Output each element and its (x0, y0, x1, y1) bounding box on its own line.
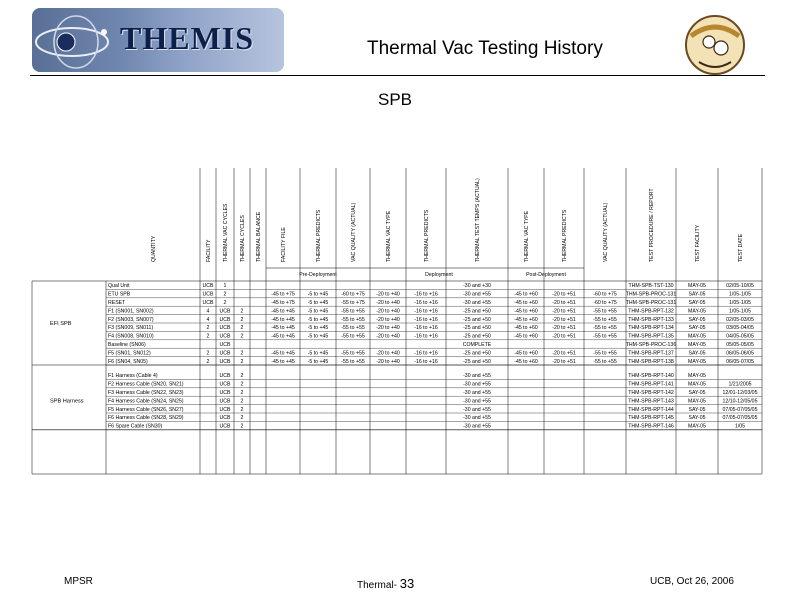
table-cell: -30 and +55 (463, 415, 491, 422)
table-cell: 2 (223, 300, 227, 306)
table-cell: -16 to +16 (414, 316, 438, 323)
table-cell: 12/01-12/03/05 (722, 390, 758, 396)
table-cell: -55 to +55 (593, 350, 617, 357)
table-cell: -5 to +45 (307, 325, 329, 332)
section-label: EFI SPB (50, 321, 72, 327)
table-cell: 2 (206, 358, 210, 365)
table-cell: 2 (223, 291, 227, 298)
table-cell: -30 and +55 (463, 406, 491, 413)
table-cell: MAY-05 (688, 423, 706, 430)
table-cell: -16 to +16 (414, 300, 438, 306)
table-cell: THM-SPB-PROC-136 (625, 342, 677, 348)
table-cell: -30 and +55 (463, 373, 491, 380)
table-cell: SAY-05 (688, 390, 706, 396)
page-title: Thermal Vac Testing History (367, 38, 603, 59)
table-cell: -20 to +40 (376, 308, 400, 315)
logo-text: THEMIS (120, 20, 255, 56)
table-cell: UCB (219, 390, 231, 396)
table-cell: 2 (240, 373, 244, 380)
table-cell: -20 to +51 (552, 350, 576, 357)
table-cell: -55 to +55 (341, 308, 365, 315)
row-label: F4 (SN008, SN010) (108, 333, 154, 340)
table-cell: -45 to +60 (514, 308, 538, 315)
column-header: FACILITY (206, 239, 212, 262)
table-cell: THM-SPB-RPT-145 (628, 415, 674, 422)
table-cell: UCB (202, 300, 214, 306)
table-cell: -45 to +75 (271, 300, 295, 306)
group-header: Post-Deployment (526, 272, 566, 278)
row-label: F1 Harness (Cable 4) (108, 373, 158, 380)
table-cell: -45 to +60 (514, 316, 538, 323)
table-cell: -45 to +45 (271, 308, 295, 315)
table-cell: -5 to +45 (307, 291, 329, 298)
table-cell: 1/05-1/05 (729, 300, 751, 306)
table-cell: 04/05-05/05 (726, 333, 754, 340)
table-cell: UCB (219, 308, 231, 315)
table-cell: -5 to +45 (307, 316, 329, 323)
table-cell: SAY-05 (688, 406, 706, 413)
table-cell: -16 to +16 (414, 291, 438, 298)
table-cell: -60 to +75 (593, 300, 617, 306)
table-cell: -16 to +16 (414, 308, 438, 315)
row-label: F6 (SN04, SN05) (108, 358, 148, 365)
table-cell: SAY-05 (688, 291, 706, 298)
table-cell: -45 to +45 (271, 316, 295, 323)
table-cell: 1/05-1/05 (729, 308, 751, 315)
group-header: Pre-Deployment (299, 272, 337, 278)
table-cell: -55 to +55 (593, 358, 617, 365)
table-cell: 2 (240, 316, 244, 323)
table-cell: UCB (219, 381, 231, 388)
table-cell: -45 to +45 (271, 350, 295, 357)
column-header: THERMAL PREDICTS (316, 209, 322, 262)
table-cell: UCB (219, 342, 231, 348)
table-cell: -20 to +40 (376, 316, 400, 323)
table-cell: UCB (202, 291, 214, 298)
column-header: FACILITY FILE (281, 227, 287, 262)
table-cell: SAY-05 (688, 316, 706, 323)
row-label: F6 Harness Cable (SN28, SN29) (108, 415, 184, 422)
table-cell: -45 to +45 (271, 358, 295, 365)
table-cell: 12/10-12/05/05 (722, 398, 758, 405)
row-label: F5 (SN01, SN012) (108, 350, 151, 357)
table-cell: COMPLETE (462, 342, 492, 348)
row-label: F2 (SN003, SN007) (108, 316, 154, 323)
row-label: ETU SPB (108, 291, 131, 298)
table-cell: -30 and +55 (463, 390, 491, 396)
table-cell: MAY-05 (688, 373, 706, 380)
table-cell: -55 to +55 (341, 358, 365, 365)
table-cell: -20 to +51 (552, 325, 576, 332)
table-cell: 02/05-03/05 (726, 316, 754, 323)
column-header: THERMAL VAC CYCLES (223, 203, 229, 262)
table-cell: -20 to +40 (376, 350, 400, 357)
table-cell: UCB (219, 350, 231, 357)
table-cell: UCB (219, 415, 231, 422)
table-cell: MAY-05 (688, 308, 706, 315)
table-cell: -25 and +50 (463, 308, 491, 315)
table-cell: -30 and +55 (463, 300, 491, 306)
table-cell: -45 to +45 (271, 325, 295, 332)
table-cell: -25 and +50 (463, 325, 491, 332)
table-cell: -55 to +55 (341, 325, 365, 332)
column-header: THERMAL BALANCE (256, 211, 262, 262)
column-header: TEST DATE (738, 233, 744, 262)
table-cell: THM-SPB-RPT-137 (628, 350, 674, 357)
table-cell: -20 to +40 (376, 333, 400, 340)
footer-center (357, 576, 414, 591)
column-header: TEST FACILITY (695, 224, 701, 262)
table-cell: -60 to +75 (341, 291, 365, 298)
table-cell: 2 (240, 398, 244, 405)
table-cell: SAY-05 (688, 415, 706, 422)
table-cell: 2 (240, 406, 244, 413)
table-cell: -45 to +60 (514, 300, 538, 306)
table-cell: -5 to +45 (307, 300, 329, 306)
table-cell: UCB (219, 373, 231, 380)
column-header: QUANTITY (151, 235, 157, 262)
table-cell: -45 to +60 (514, 325, 538, 332)
column-header: THERMAL VAC TYPE (386, 210, 392, 262)
row-label: F3 (SN009, SN011) (108, 325, 154, 332)
table-cell: -45 to +60 (514, 291, 538, 298)
table-cell: -55 to +55 (593, 316, 617, 323)
table-cell: 2 (240, 308, 244, 315)
table-cell: -20 to +40 (376, 325, 400, 332)
table-cell: 2 (240, 415, 244, 422)
table-cell: 07/05-07/05/05 (722, 406, 758, 413)
row-label: F3 Harness Cable (SN22, SN23) (108, 390, 184, 396)
table-cell: MAY-05 (688, 333, 706, 340)
table-cell: 2 (206, 350, 210, 357)
table-cell: UCB (219, 406, 231, 413)
table-cell: -55 to +55 (593, 333, 617, 340)
row-label: F5 Harness Cable (SN26, SN27) (108, 406, 184, 413)
row-label: F6 Spare Cable (SN30) (108, 423, 163, 430)
table-cell: MAY-05 (688, 342, 706, 348)
table-cell: -30 and +55 (463, 291, 491, 298)
table-cell: MAY-05 (688, 381, 706, 388)
row-label: F4 Harness Cable (SN24, SN25) (108, 398, 184, 405)
table-cell: MAY-05 (688, 398, 706, 405)
table-cell: -55 to +55 (341, 333, 365, 340)
table-cell: -20 to +40 (376, 358, 400, 365)
table-cell: THM-SPB-RPT-135 (628, 333, 674, 340)
table-cell: 2 (240, 358, 244, 365)
table-cell: 2 (240, 350, 244, 357)
table-cell: 1/21/2005 (728, 381, 752, 388)
table-cell: 1 (223, 283, 227, 290)
table-cell: -30 and +30 (463, 283, 491, 290)
table-cell: 06/05-07/05 (726, 358, 754, 365)
table-cell: THM-SPB-RPT-132 (628, 308, 674, 315)
table-cell: THM-SPB-RPT-141 (628, 381, 674, 388)
row-label: F2 Harness Cable (SN20, SN21) (108, 381, 184, 388)
table-cell: THM-SPB-RPT-140 (628, 373, 674, 380)
table-cell: -45 to +60 (514, 358, 538, 365)
table-cell: THM-SPB-RPT-138 (628, 358, 674, 365)
row-label: F1 (SN001, SN002) (108, 308, 154, 315)
table-cell: 1/05 (734, 423, 746, 430)
column-header: VAC QUALITY (ACTUAL) (603, 202, 609, 262)
table-cell: -20 to +51 (552, 300, 576, 306)
table-cell: -30 and +55 (463, 398, 491, 405)
table-cell: -5 to +45 (307, 333, 329, 340)
table-cell: -45 to +75 (271, 291, 295, 298)
page-number: 33 (399, 576, 415, 591)
table-cell: MAY-05 (688, 358, 706, 365)
table-cell: 2 (240, 333, 244, 340)
table-cell: -55 to +55 (593, 325, 617, 332)
table-cell: 05/05-05/05 (726, 342, 754, 348)
table-cell: 07/05-07/05/05 (722, 415, 758, 422)
footer-left: MPSR (64, 576, 93, 587)
table-cell: -25 and +50 (463, 358, 491, 365)
table-cell: 2 (206, 333, 210, 340)
table-cell: -30 and +55 (463, 381, 491, 388)
footer-label: Thermal- (357, 580, 398, 591)
table-cell: UCB (219, 423, 231, 430)
table-cell: SAY-05 (688, 350, 706, 357)
table-cell: UCB (219, 333, 231, 340)
table-cell: 4 (206, 316, 210, 323)
table-cell: MAY-05 (688, 283, 706, 290)
table-cell: -25 and +50 (463, 333, 491, 340)
column-header: THERMAL PREDICTS (424, 209, 430, 262)
table-cell: 4 (206, 308, 210, 315)
table-cell: -30 and +55 (463, 423, 491, 430)
table-cell: THM-SPB-RPT-144 (628, 406, 674, 413)
table-cell: UCB (202, 283, 214, 290)
table-cell: -45 to +45 (271, 333, 295, 340)
footer-right: UCB, Oct 26, 2006 (650, 576, 734, 587)
table-cell: -20 to +51 (552, 291, 576, 298)
row-label: Baseline (SN06) (108, 342, 146, 348)
table-cell: THM-SPB-RPT-134 (628, 325, 674, 332)
table-cell: 06/05-06/05 (726, 350, 754, 357)
table-cell: 03/05-04/05 (726, 325, 754, 332)
table-cell: -60 to +75 (593, 291, 617, 298)
table-cell: -16 to +16 (414, 358, 438, 365)
table-cell: THM-SPB-RPT-143 (628, 398, 674, 405)
table-cell: -5 to +45 (307, 358, 329, 365)
table-cell: -16 to +16 (414, 325, 438, 332)
table-cell: UCB (219, 358, 231, 365)
table-cell: 2 (240, 325, 244, 332)
table-cell: -45 to +60 (514, 333, 538, 340)
table-cell: THM-SPB-RPT-146 (628, 423, 674, 430)
table-cell: 2 (240, 381, 244, 388)
table-cell: THM-SPB-RPT-142 (628, 390, 674, 396)
table-cell: UCB (219, 316, 231, 323)
column-header: VAC QUALITY (ACTUAL) (351, 202, 357, 262)
table-cell: THM-SPB-RPT-133 (628, 316, 674, 323)
row-label: RESET (108, 300, 126, 306)
table-cell: 1/05-1/05 (729, 291, 751, 298)
table-cell: -5 to +45 (307, 350, 329, 357)
table-cell: -55 to +75 (341, 300, 365, 306)
table-cell: -25 and +50 (463, 316, 491, 323)
table-cell: -55 to +55 (341, 316, 365, 323)
section-subtitle: SPB (378, 90, 413, 109)
table-cell: UCB (219, 325, 231, 332)
section-label: SPB Harness (50, 398, 84, 405)
table-cell: THM-SPB-PROC-131 (625, 300, 677, 306)
table-cell: -20 to +51 (552, 308, 576, 315)
table-cell: -16 to +16 (414, 350, 438, 357)
table-cell: THM-SPB-PROC-131 (625, 291, 677, 298)
table-cell: -55 to +55 (593, 308, 617, 315)
table-cell: -20 to +40 (376, 291, 400, 298)
table-cell: -16 to +16 (414, 333, 438, 340)
group-header: Deployment (425, 272, 453, 278)
table-cell: -20 to +51 (552, 333, 576, 340)
table-cell: UCB (219, 398, 231, 405)
table-cell: SAY-05 (688, 325, 706, 332)
table-cell: -55 to +55 (341, 350, 365, 357)
table-cell: -20 to +51 (552, 358, 576, 365)
table-cell: -25 and +50 (463, 350, 491, 357)
table-cell: SAY-05 (688, 300, 706, 306)
column-header: THERMAL CYCLES (240, 215, 246, 262)
table-cell: THM-SPB-TST-130 (628, 283, 674, 290)
column-header: THERMAL PREDICTS (562, 209, 568, 262)
table-cell: -20 to +51 (552, 316, 576, 323)
column-header: THERMAL TEST TEMPS (ACTUAL) (475, 178, 481, 262)
table-cell: 02/05-10/05 (726, 283, 754, 290)
row-label: Qual Unit (108, 283, 130, 290)
column-header: TEST PROCEDURE / REPORT (649, 188, 655, 262)
table-cell: 2 (206, 325, 210, 332)
table-cell: -20 to +40 (376, 300, 400, 306)
table-cell: 2 (240, 390, 244, 396)
column-header: THERMAL VAC TYPE (524, 210, 530, 262)
table-cell: -45 to +60 (514, 350, 538, 357)
table-cell: -5 to +45 (307, 308, 329, 315)
table-cell: 2 (240, 423, 244, 430)
